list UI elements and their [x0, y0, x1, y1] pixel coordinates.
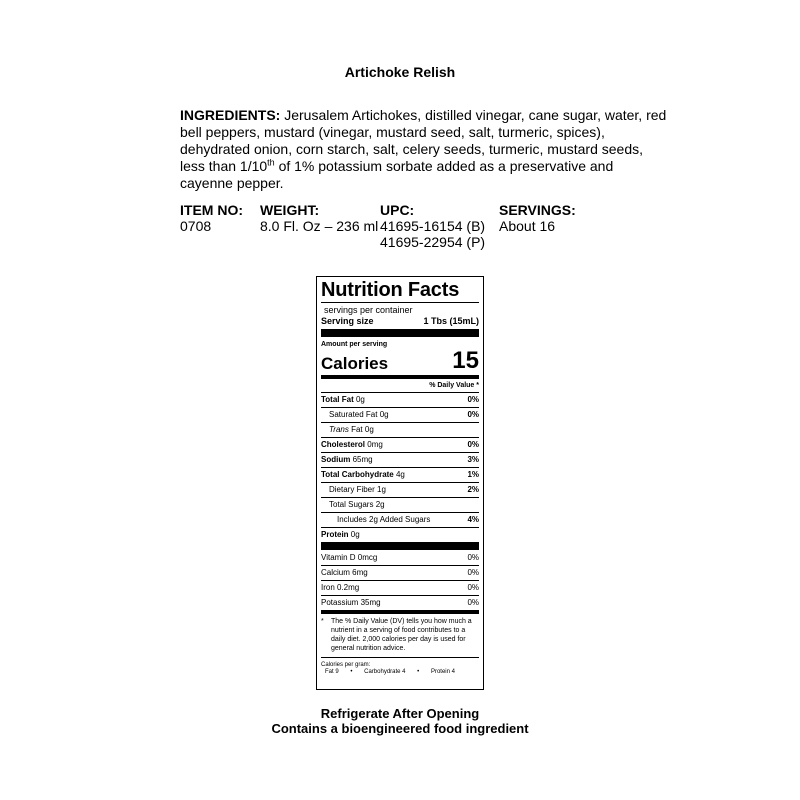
row-cholesterol: Cholesterol 0mg 0%	[321, 437, 479, 452]
calories-value: 15	[452, 347, 479, 374]
row-saturated-fat: Saturated Fat 0g 0%	[321, 407, 479, 422]
weight-value: 8.0 Fl. Oz – 236 ml	[260, 218, 379, 234]
calories-row	[321, 349, 479, 373]
row-dietary-fiber: Dietary Fiber 1g 2%	[321, 482, 479, 497]
weight-label: WEIGHT:	[260, 202, 320, 218]
serving-size-row	[321, 316, 479, 327]
row-trans-fat: Trans Fat 0g	[321, 422, 479, 437]
row-sodium: Sodium 65mg 3%	[321, 452, 479, 467]
ingredients-block	[180, 107, 670, 192]
servings-label: SERVINGS:	[499, 202, 576, 218]
row-total-carbohydrate: Total Carbohydrate 4g 1%	[321, 467, 479, 482]
nutrition-facts-panel	[316, 276, 484, 690]
calories-per-gram: Calories per gram: Fat 9 • Carbohydrate 4 • Protein 4	[321, 662, 455, 675]
row-protein: Protein 0g	[321, 527, 479, 542]
row-added-sugars: Includes 2g Added Sugars 4%	[321, 512, 479, 527]
ingredients-superscript: th	[267, 157, 275, 168]
serving-size-value: 1 Tbs (15mL)	[423, 316, 479, 326]
ingredients-text: Jerusalem Artichokes, distilled vinegar, cane sugar, water, red bell peppers, mustard (vinegar, mustard seed, salt, turmeric, spices), dehydrated onion, corn starch, salt, celery seeds, turmeric, mustard seeds, less than 1/10	[180, 107, 667, 174]
item-no-value: 0708	[180, 218, 212, 234]
row-calcium: Calcium 6mg 0%	[321, 565, 479, 580]
upc-value-b: 41695-16154 (B)	[380, 218, 486, 234]
row-vitamin-d: Vitamin D 0mcg 0%	[321, 552, 479, 562]
ingredients-label: INGREDIENTS:	[180, 107, 281, 123]
storage-notice	[0, 706, 800, 736]
calories-label: Calories	[321, 354, 389, 373]
bioengineered-text: Contains a bioengineered food ingredient	[271, 721, 529, 736]
amount-per-serving: Amount per serving	[321, 341, 388, 348]
servings-per-container: servings per container	[324, 305, 413, 315]
nutrition-facts-title: Nutrition Facts	[321, 279, 460, 301]
servings-value: About 16	[499, 218, 556, 234]
product-title: Artichoke Relish	[344, 64, 456, 80]
row-potassium: Potassium 35mg 0%	[321, 595, 479, 610]
row-total-fat: Total Fat 0g 0%	[321, 392, 479, 407]
daily-value-footnote: * The % Daily Value (DV) tells you how much a nutrient in a serving of food contributes to a daily diet. 2,000 calories per day is used for general nutrition advice.	[321, 618, 472, 652]
upc-label: UPC:	[380, 202, 415, 218]
row-total-sugars: Total Sugars 2g	[321, 497, 479, 512]
ingredients-text-end: of 1% potassium sorbate added as a preservative and cayenne pepper.	[180, 158, 614, 191]
serving-size-label: Serving size	[321, 316, 374, 326]
refrigerate-text: Refrigerate After Opening	[320, 706, 480, 721]
daily-value-header: % Daily Value *	[429, 382, 479, 389]
upc-value-p: 41695-22954 (P)	[380, 234, 486, 250]
row-iron: Iron 0.2mg 0%	[321, 580, 479, 595]
item-no-label: ITEM NO:	[180, 202, 243, 218]
